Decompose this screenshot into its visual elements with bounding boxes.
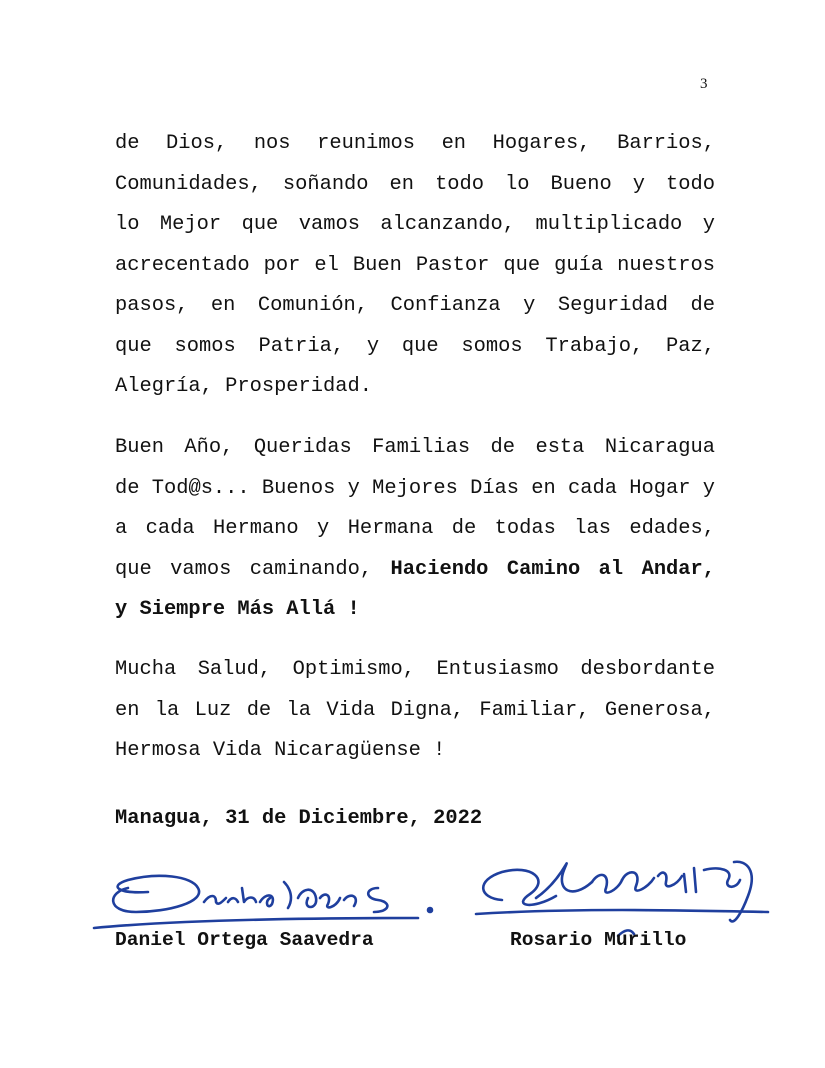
text-line: que somos Patria, y que somos Trabajo, Paz, <box>115 334 715 358</box>
paragraph-1 <box>115 124 715 408</box>
signature-left <box>88 858 448 938</box>
text-line: Hermosa Vida Nicaragüense ! <box>115 739 446 762</box>
text-line: de Dios, nos reunimos en Hogares, Barrios, <box>115 132 715 155</box>
bold-text-segment: y Siempre Más Allá ! <box>115 598 360 621</box>
text-line: a cada Hermano y Hermana de todas las edades, <box>115 517 715 540</box>
page-number: 3 <box>700 76 708 92</box>
text-line <box>115 590 715 631</box>
place-and-date: Managua, 31 de Diciembre, 2022 <box>115 807 483 830</box>
bold-text-segment: Haciendo Camino al Andar, <box>390 557 715 581</box>
text-line: Mucha Salud, Optimismo, Entusiasmo desbordante <box>115 658 715 681</box>
text-line: lo Mejor que vamos alcanzando, multiplicado y <box>115 213 715 236</box>
text-line: Buen Año, Queridas Familias de esta Nicaragua <box>115 436 715 459</box>
paragraph-3 <box>115 650 715 772</box>
text-line: Comunidades, soñando en todo lo Bueno y todo <box>115 172 715 196</box>
text-line: Alegría, Prosperidad. <box>115 375 372 398</box>
text-line: de Tod@s... Buenos y Mejores Días en cada Hogar y <box>115 476 715 500</box>
text-line: en la Luz de la Vida Digna, Familiar, Generosa, <box>115 698 715 722</box>
text-line: acrecentado por el Buen Pastor que guía nuestros <box>115 253 715 277</box>
signer-name-right: Rosario Murillo <box>510 929 687 951</box>
paragraph-2 <box>115 428 715 631</box>
signer-name-left: Daniel Ortega Saavedra <box>115 929 374 951</box>
text-segment: que vamos caminando, <box>115 557 391 581</box>
text-line <box>115 550 715 591</box>
text-line: pasos, en Comunión, Confianza y Seguridad de <box>115 294 715 317</box>
